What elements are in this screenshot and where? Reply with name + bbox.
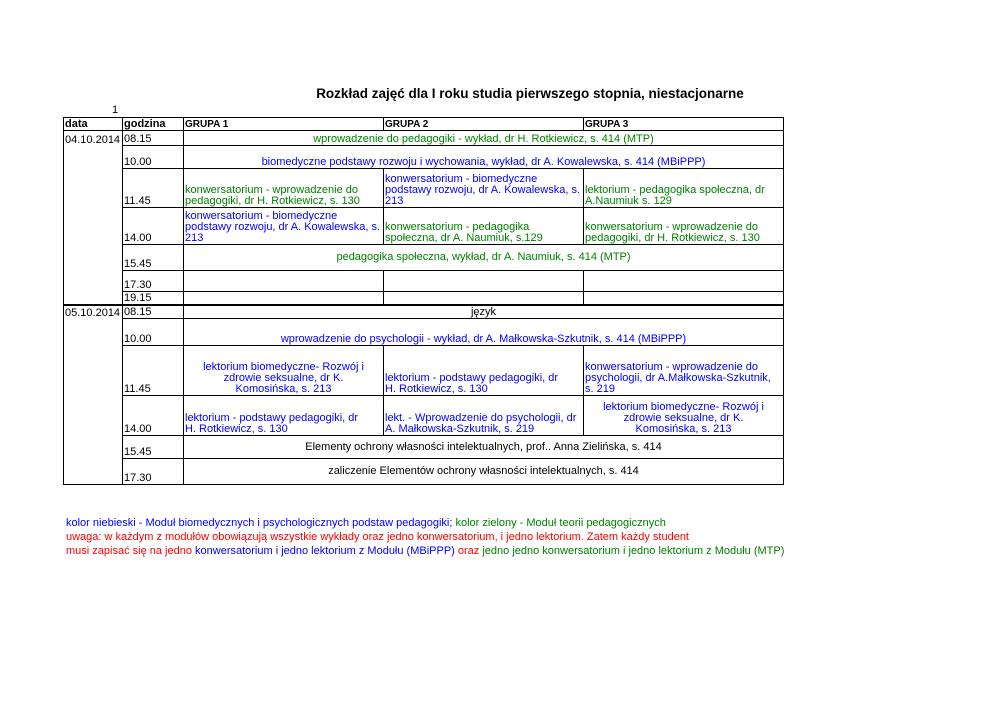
row-date: 04.10.2014: [64, 131, 123, 146]
table-row: [64, 346, 784, 396]
row-time: 17.30: [123, 459, 184, 485]
lecture-cell: wprowadzenie do psychologii - wykład, dr A. Małkowska-Szkutnik, s. 414 (MBiPPP): [184, 319, 784, 346]
group-3-cell: konwersatorium - wprowadzenie do psychologii, dr A.Małkowska-Szkutnik, s. 219: [584, 346, 784, 396]
row-time: 10.00: [123, 319, 184, 346]
row-time: 10.00: [123, 146, 184, 169]
header-time: godzina: [123, 118, 184, 131]
table-row: [64, 436, 784, 459]
page-title: Rozkład zajęć dla I roku studia pierwszego stopnia, niestacjonarne: [316, 86, 744, 101]
row-time: 15.45: [123, 436, 184, 459]
row-time: 08.15: [123, 305, 184, 319]
group-3-cell: lektorium - pedagogika społeczna, dr A.Naumiuk s. 129: [584, 169, 784, 208]
header-group-1: GRUPA 1: [184, 118, 384, 131]
lecture-cell: pedagogika społeczna, wykład, dr A. Naumiuk, s. 414 (MTP): [184, 245, 784, 271]
table-row: [64, 146, 784, 169]
table-row: [64, 396, 784, 436]
header-group-3: GRUPA 3: [584, 118, 784, 131]
table-row: [64, 208, 784, 245]
group-1-cell: konwersatorium - biomedyczne podstawy rozwoju, dr A. Kowalewska, s. 213: [184, 208, 384, 245]
group-1-cell: lektorium - podstawy pedagogiki, dr H. Rotkiewicz, s. 130: [184, 396, 384, 436]
note-line-1: kolor niebieski - Moduł biomedycznych i psychologicznych podstaw pedagogiki; kolor zielony - Moduł teorii pedagogicznych: [66, 517, 666, 529]
schedule-table: [63, 117, 784, 485]
group-2-cell: lekt. - Wprowadzenie do psychologii, dr A. Małkowska-Szkutnik, s. 219: [384, 396, 584, 436]
group-3-cell: lektorium biomedyczne- Rozwój i zdrowie seksualne, dr K. Komosińska, s. 213: [584, 396, 784, 436]
schedule-sheet: [63, 117, 784, 485]
table-row: [64, 271, 784, 292]
row-time: 11.45: [123, 169, 184, 208]
row-time: 14.00: [123, 208, 184, 245]
table-row: [64, 319, 784, 346]
row-time: 11.45: [123, 346, 184, 396]
group-2-cell: konwersatorium - biomedyczne podstawy rozwoju, dr A. Kowalewska, s. 213: [384, 169, 584, 208]
header-group-2: GRUPA 2: [384, 118, 584, 131]
note-line-2: uwaga: w każdym z modułów obowiązują wszystkie wykłady oraz jedno konwersatorium, i jedno lektorium. Zatem każdy student: [66, 531, 689, 543]
group-3-cell: konwersatorium - wprowadzenie do pedagogiki, dr H. Rotkiewicz, s. 130: [584, 208, 784, 245]
lecture-cell: zaliczenie Elementów ochrony własności intelektualnych, s. 414: [184, 459, 784, 485]
row-time: 14.00: [123, 396, 184, 436]
row-time: 15.45: [123, 245, 184, 271]
table-row: [64, 245, 784, 271]
group-2-cell: konwersatorium - pedagogika społeczna, dr A. Naumiuk, s.129: [384, 208, 584, 245]
row-time: 17.30: [123, 271, 184, 292]
lecture-cell: wprowadzenie do pedagogiki - wykład, dr H. Rotkiewicz, s. 414 (MTP): [184, 131, 784, 146]
note-line-3: musi zapisać się na jedno konwersatorium i jedno lektorium z Modułu (MBiPPP) oraz jedno jedno konwersatorium i jedno lektorium z Modułu (MTP): [66, 545, 785, 557]
header-date: data: [64, 118, 123, 131]
group-2-cell: lektorium - podstawy pedagogiki, dr H. Rotkiewicz, s. 130: [384, 346, 584, 396]
row-time: 19.15: [123, 292, 184, 305]
lecture-cell: Elementy ochrony własności intelektualnych, prof.. Anna Zielińska, s. 414: [184, 436, 784, 459]
table-row: [64, 305, 784, 319]
group-1-cell: konwersatorium - wprowadzenie do pedagogiki, dr H. Rotkiewicz, s. 130: [184, 169, 384, 208]
table-row: [64, 459, 784, 485]
table-row: [64, 169, 784, 208]
row-time: 08.15: [123, 131, 184, 146]
table-row: [64, 131, 784, 146]
row-date: 05.10.2014: [64, 305, 123, 319]
legend-notes: [66, 516, 784, 558]
lecture-cell: język: [184, 305, 784, 319]
lecture-cell: biomedyczne podstawy rozwoju i wychowania, wykład, dr A. Kowalewska, s. 414 (MBiPPP): [184, 146, 784, 169]
group-1-cell: lektorium biomedyczne- Rozwój i zdrowie seksualne, dr K. Komosińska, s. 213: [184, 346, 384, 396]
page-number: 1: [112, 104, 119, 116]
table-row: [64, 292, 784, 305]
table-header: [64, 118, 784, 131]
